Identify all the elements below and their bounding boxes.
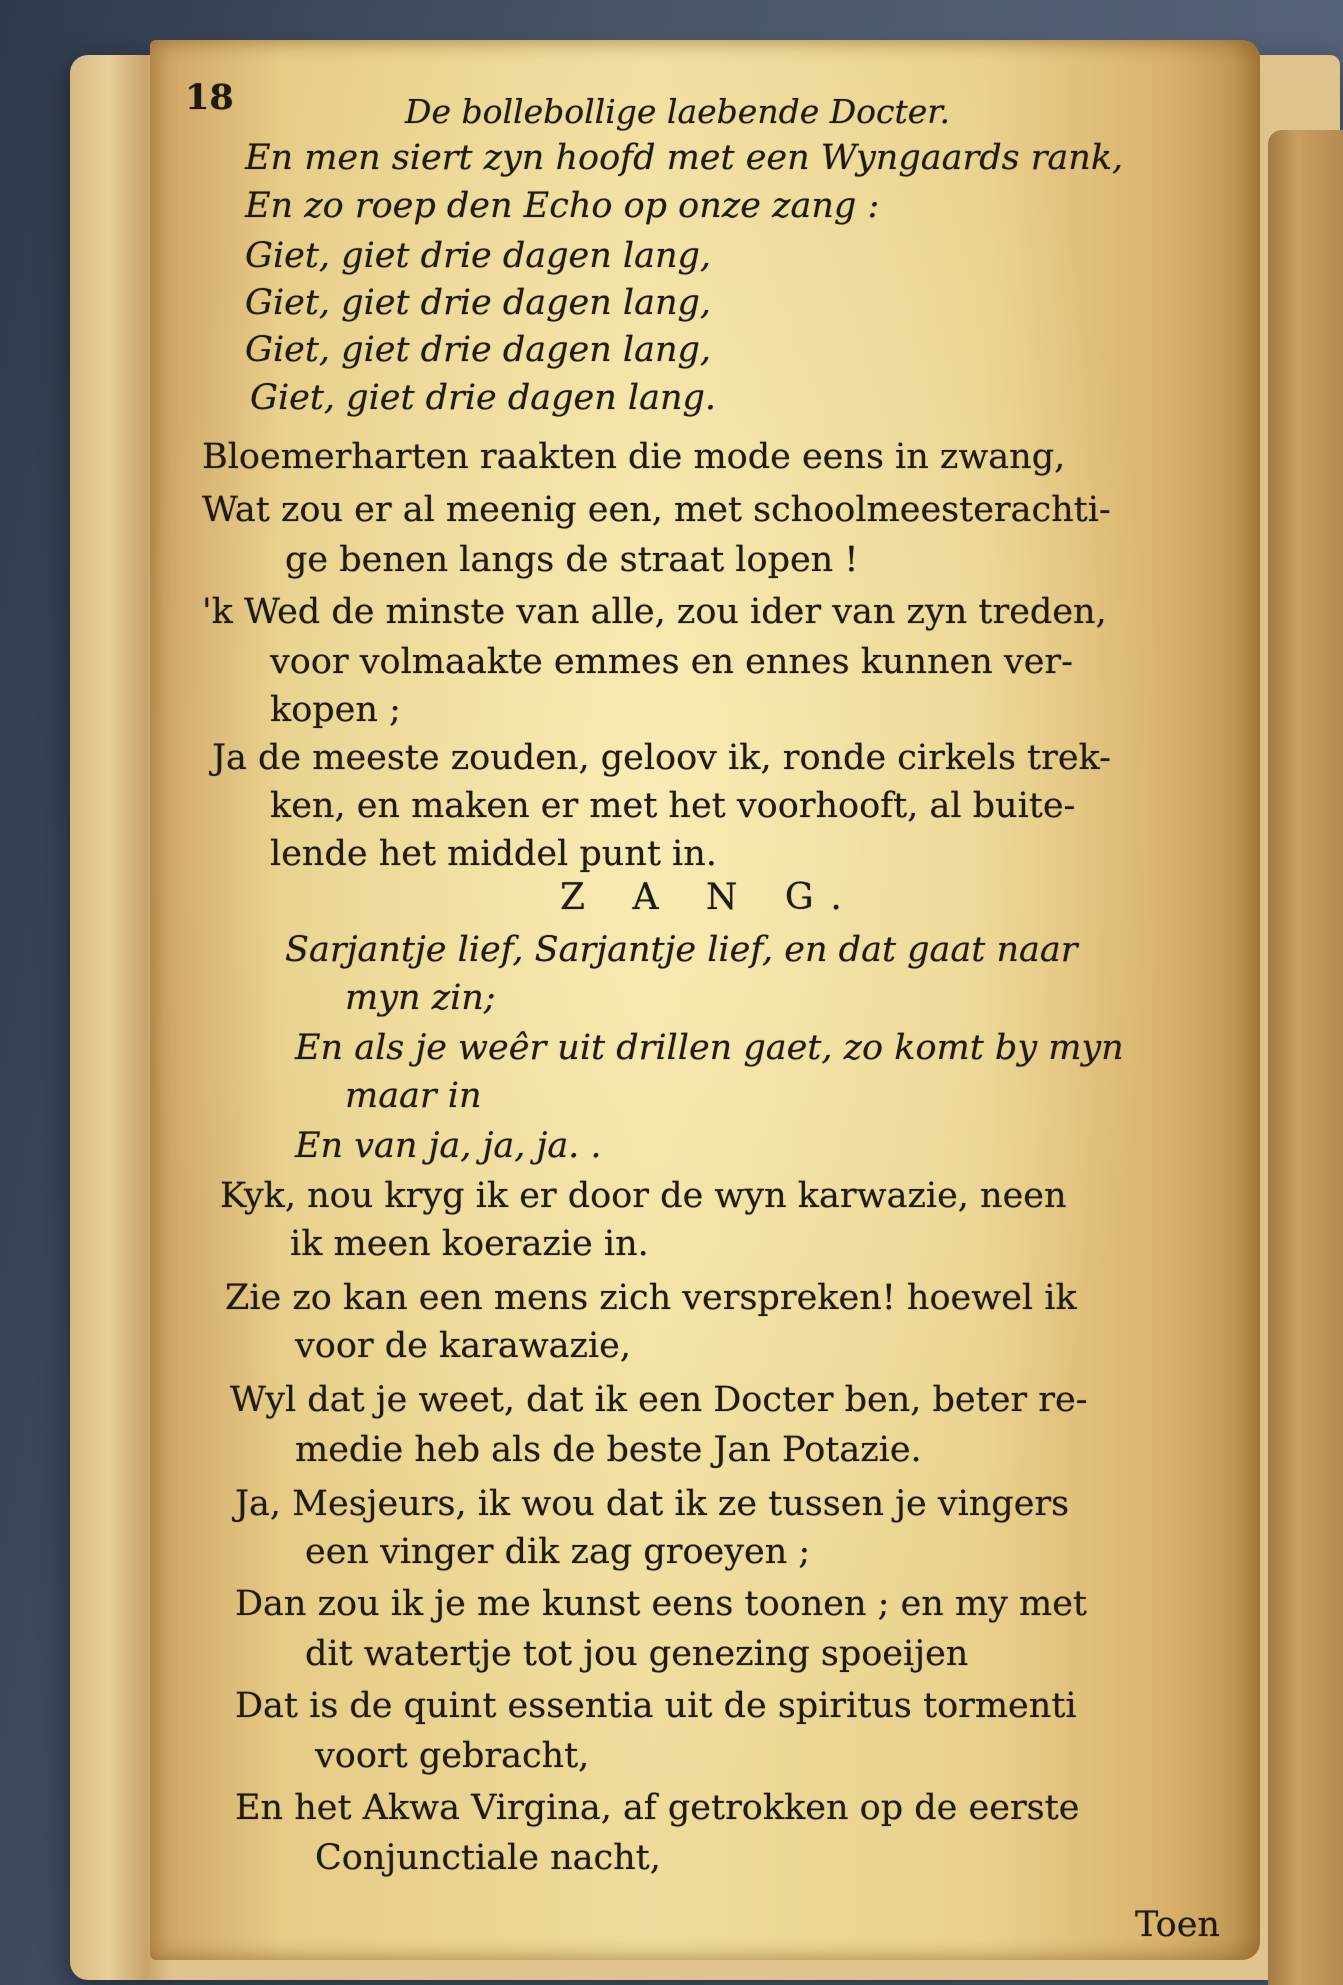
text-line-22: Ja, Mesjeurs, ik wou dat ik ze tussen je vingers [235, 1484, 1070, 1524]
song-line-1: Sarjantje lief, Sarjantje lief, en dat gaat naar [285, 930, 1078, 970]
text-line-1: En men siert zyn hoofd met een Wyngaards rank, [245, 138, 1124, 178]
facing-page-edge [1268, 130, 1343, 1985]
song-line-2: myn zin; [345, 978, 496, 1018]
song-line-4: maar in [345, 1076, 482, 1116]
text-line-16: Kyk, nou kryg ik er door de wyn karwazie, neen [220, 1176, 1067, 1216]
text-line-28: En het Akwa Virgina, af getrokken op de eerste [235, 1788, 1080, 1828]
text-line-29: Conjunctiale nacht, [315, 1838, 661, 1878]
text-line-20: Wyl dat je weet, dat ik een Docter ben, beter re- [230, 1380, 1088, 1420]
text-line-7: Bloemerharten raakten die mode eens in zwang, [202, 437, 1066, 477]
text-line-2: En zo roep den Echo op onze zang : [245, 186, 880, 226]
text-line-8: Wat zou er al meenig een, met schoolmeesterachti- [202, 490, 1111, 530]
text-line-21: medie heb als de beste Jan Potazie. [295, 1430, 922, 1470]
text-line-26: Dat is de quint essentia uit de spiritus tormenti [235, 1686, 1077, 1726]
song-line-5: En van ja, ja, ja. . [295, 1126, 602, 1166]
text-line-6: Giet, giet drie dagen lang. [250, 378, 717, 418]
catchword: Toen [1135, 1905, 1220, 1945]
text-line-12: kopen ; [270, 690, 401, 730]
text-line-25: dit watertje tot jou genezing spoeijen [305, 1634, 969, 1674]
page-number: 18 [185, 77, 234, 118]
text-line-9: ge benen langs de straat lopen ! [285, 540, 859, 580]
text-line-24: Dan zou ik je me kunst eens toonen ; en my met [235, 1584, 1087, 1624]
text-line-3: Giet, giet drie dagen lang, [245, 236, 712, 276]
section-heading-zang: Z A N G. [560, 877, 860, 918]
text-line-5: Giet, giet drie dagen lang, [245, 330, 712, 370]
book-page [150, 40, 1260, 1960]
text-line-23: een vinger dik zag groeyen ; [305, 1532, 811, 1572]
text-line-19: voor de karawazie, [295, 1326, 631, 1366]
text-line-18: Zie zo kan een mens zich verspreken! hoewel ik [225, 1278, 1077, 1318]
text-line-14: ken, en maken er met het voorhooft, al buite- [270, 786, 1076, 826]
text-line-27: voort gebracht, [315, 1736, 590, 1776]
text-line-15: lende het middel punt in. [270, 834, 717, 874]
text-line-17: ik meen koerazie in. [290, 1224, 649, 1264]
text-line-10: 'k Wed de minste van alle, zou ider van zyn treden, [202, 592, 1107, 632]
text-line-11: voor volmaakte emmes en ennes kunnen ver- [270, 642, 1073, 682]
running-head: De bollebollige laebende Docter. [405, 92, 950, 131]
song-line-3: En als je weêr uit drillen gaet, zo komt by myn [295, 1028, 1124, 1068]
text-line-13: Ja de meeste zouden, geloov ik, ronde cirkels trek- [212, 738, 1111, 778]
text-line-4: Giet, giet drie dagen lang, [245, 283, 712, 323]
